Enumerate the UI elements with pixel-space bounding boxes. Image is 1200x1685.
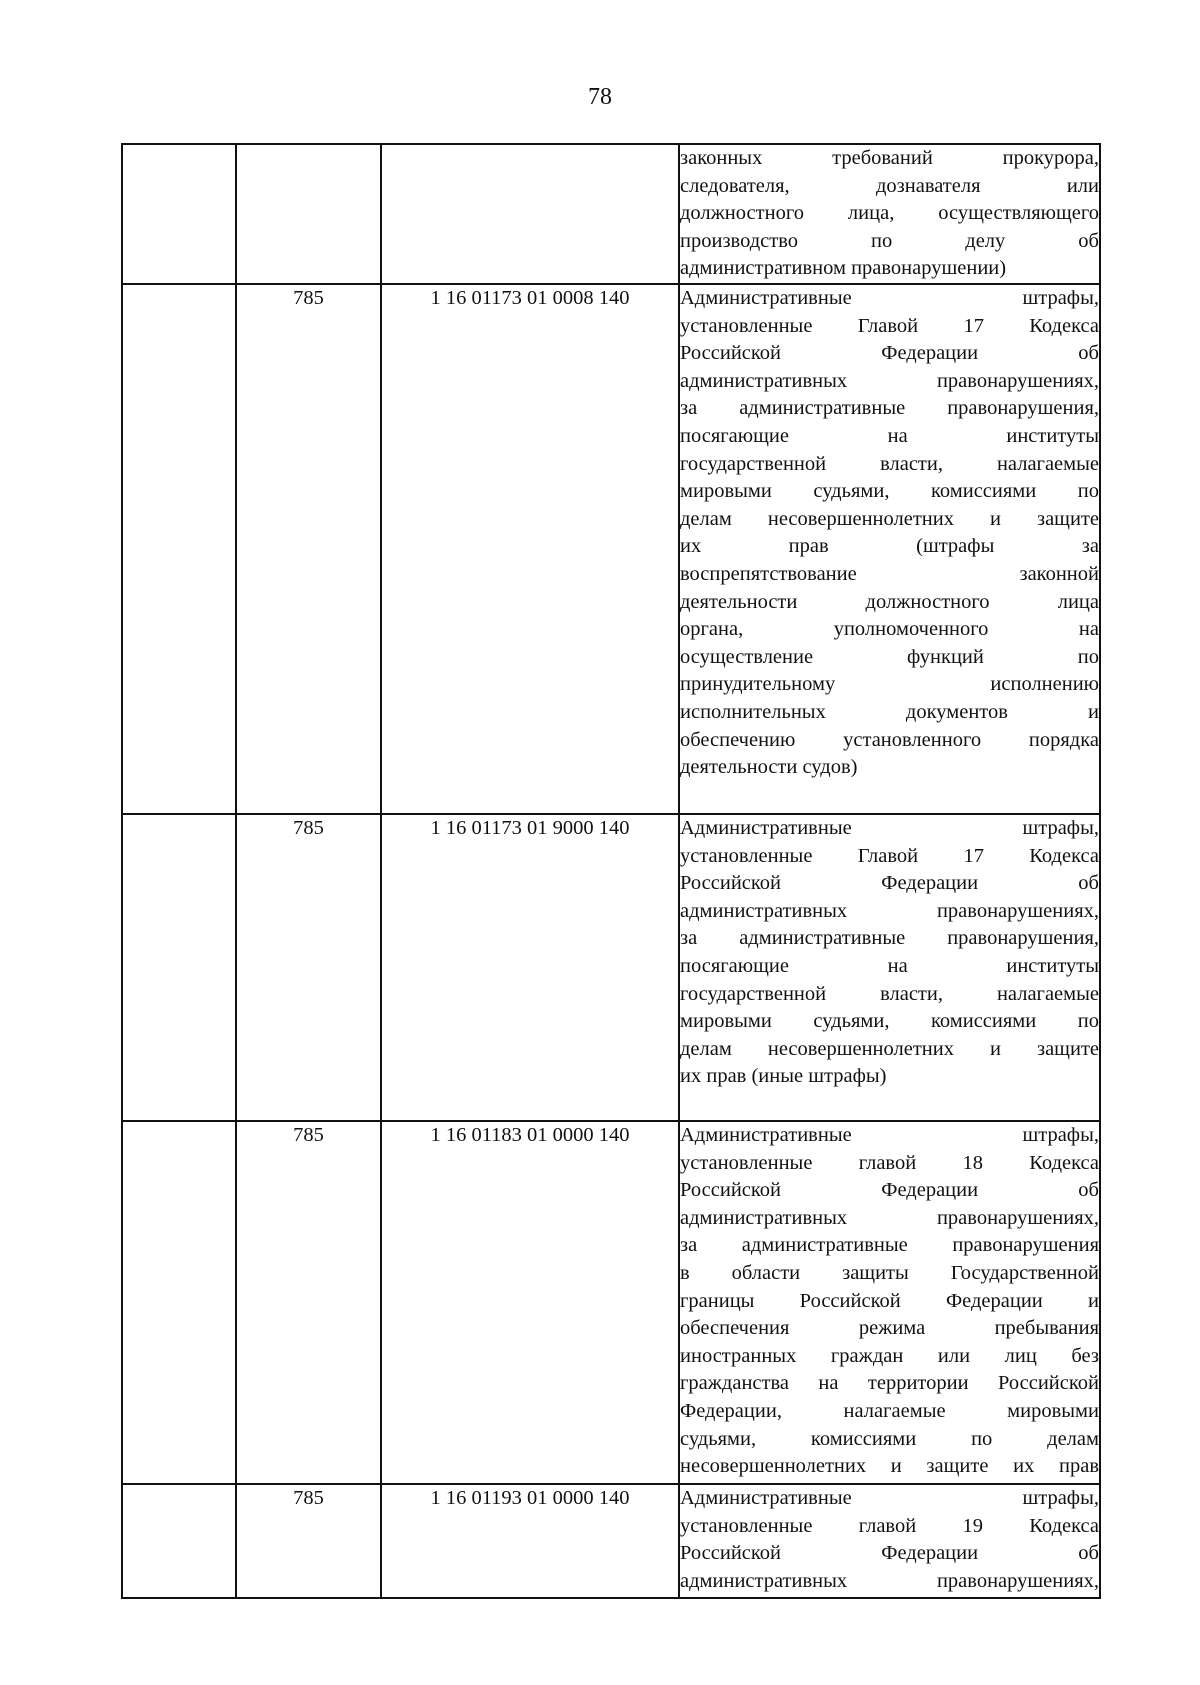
table-row [122, 814, 1100, 1121]
description-line: обеспечения режима пребывания [680, 1317, 1099, 1340]
description-line: Российской Федерации об [680, 1542, 1099, 1565]
empty-cell [122, 1121, 236, 1484]
table-row [122, 1121, 1100, 1484]
description-line: несовершеннолетних и защите их прав [680, 1455, 1099, 1478]
kbk-code-cell: 1 16 01193 01 0000 140 [381, 1484, 679, 1598]
description-line: делам несовершеннолетних и защите [680, 1037, 1099, 1060]
description-line: установленные главой 18 Кодекса [680, 1151, 1099, 1174]
empty-cell [122, 284, 236, 814]
admin-code-cell: 785 [236, 1121, 381, 1484]
table-row [122, 284, 1100, 814]
kbk-code-cell: 1 16 01173 01 0008 140 [381, 284, 679, 814]
description-line: за административные правонарушения, [680, 397, 1099, 420]
admin-code-cell: 785 [236, 284, 381, 814]
description-line: установленные главой 19 Кодекса [680, 1514, 1099, 1537]
description-line: административных правонарушениях, [680, 1206, 1099, 1229]
description-line: Российской Федерации об [680, 342, 1099, 365]
kbk-code-cell: 1 16 01173 01 9000 140 [381, 814, 679, 1121]
description-line: должностного лица, осуществляющего [680, 202, 1099, 225]
description-line: их прав (штрафы за [680, 535, 1099, 558]
description-line: границы Российской Федерации и [680, 1289, 1099, 1312]
kbk-code-cell: 1 16 01183 01 0000 140 [381, 1121, 679, 1484]
description-line: государственной власти, налагаемые [680, 982, 1099, 1005]
description-line: Административные штрафы, [680, 1487, 1099, 1509]
admin-code-cell: 785 [236, 814, 381, 1121]
page-number: 78 [588, 84, 612, 110]
budget-codes-table [121, 143, 1101, 1599]
description-line: судьями, комиссиями по делам [680, 1427, 1099, 1450]
description-line: принудительному исполнению [680, 673, 1099, 696]
description-line: административном правонарушении) [680, 257, 1007, 280]
description-line: воспрепятствование законной [680, 562, 1099, 585]
description-cell [679, 284, 1100, 814]
empty-cell [122, 814, 236, 1121]
kbk-code-cell [381, 144, 679, 284]
empty-cell [122, 1484, 236, 1598]
description-line: в области защиты Государственной [680, 1261, 1099, 1284]
admin-code-cell [236, 144, 381, 284]
table-row [122, 1484, 1100, 1598]
description-line: посягающие на институты [680, 954, 1099, 977]
description-line: за административные правонарушения [680, 1234, 1099, 1257]
description-line: обеспечению установленного порядка [680, 728, 1099, 751]
description-line: законных требований прокурора, [680, 147, 1099, 169]
description-line: административных правонарушениях, [680, 1569, 1099, 1592]
description-line: установленные Главой 17 Кодекса [680, 314, 1099, 337]
table-row [122, 144, 1100, 284]
description-line: делам несовершеннолетних и защите [680, 507, 1099, 530]
description-line: Административные штрафы, [680, 287, 1099, 309]
description-line: производство по делу об [680, 229, 1099, 252]
description-cell [679, 814, 1100, 1121]
description-line: за административные правонарушения, [680, 927, 1099, 950]
description-line: Федерации, налагаемые мировыми [680, 1399, 1099, 1422]
description-line: Административные штрафы, [680, 817, 1099, 839]
description-cell [679, 1121, 1100, 1484]
description-line: Российской Федерации об [680, 1179, 1099, 1202]
description-line: следователя, дознавателя или [680, 174, 1099, 197]
description-line: исполнительных документов и [680, 700, 1099, 723]
description-line: иностранных граждан или лиц без [680, 1344, 1099, 1367]
description-line: мировыми судьями, комиссиями по [680, 1010, 1099, 1033]
description-line: органа, уполномоченного на [680, 618, 1099, 641]
description-line: Административные штрафы, [680, 1124, 1099, 1146]
description-cell [679, 144, 1100, 284]
description-cell [679, 1484, 1100, 1598]
description-line: деятельности должностного лица [680, 590, 1099, 613]
description-line: государственной власти, налагаемые [680, 452, 1099, 475]
admin-code-cell: 785 [236, 1484, 381, 1598]
description-line: административных правонарушениях, [680, 369, 1099, 392]
description-line: их прав (иные штрафы) [680, 1065, 887, 1088]
description-line: мировыми судьями, комиссиями по [680, 480, 1099, 503]
description-line: административных правонарушениях, [680, 899, 1099, 922]
description-line: гражданства на территории Российской [680, 1372, 1099, 1395]
empty-cell [122, 144, 236, 284]
description-line: Российской Федерации об [680, 872, 1099, 895]
description-line: осуществление функций по [680, 645, 1099, 668]
description-line: деятельности судов) [680, 756, 858, 779]
description-line: посягающие на институты [680, 424, 1099, 447]
description-line: установленные Главой 17 Кодекса [680, 844, 1099, 867]
